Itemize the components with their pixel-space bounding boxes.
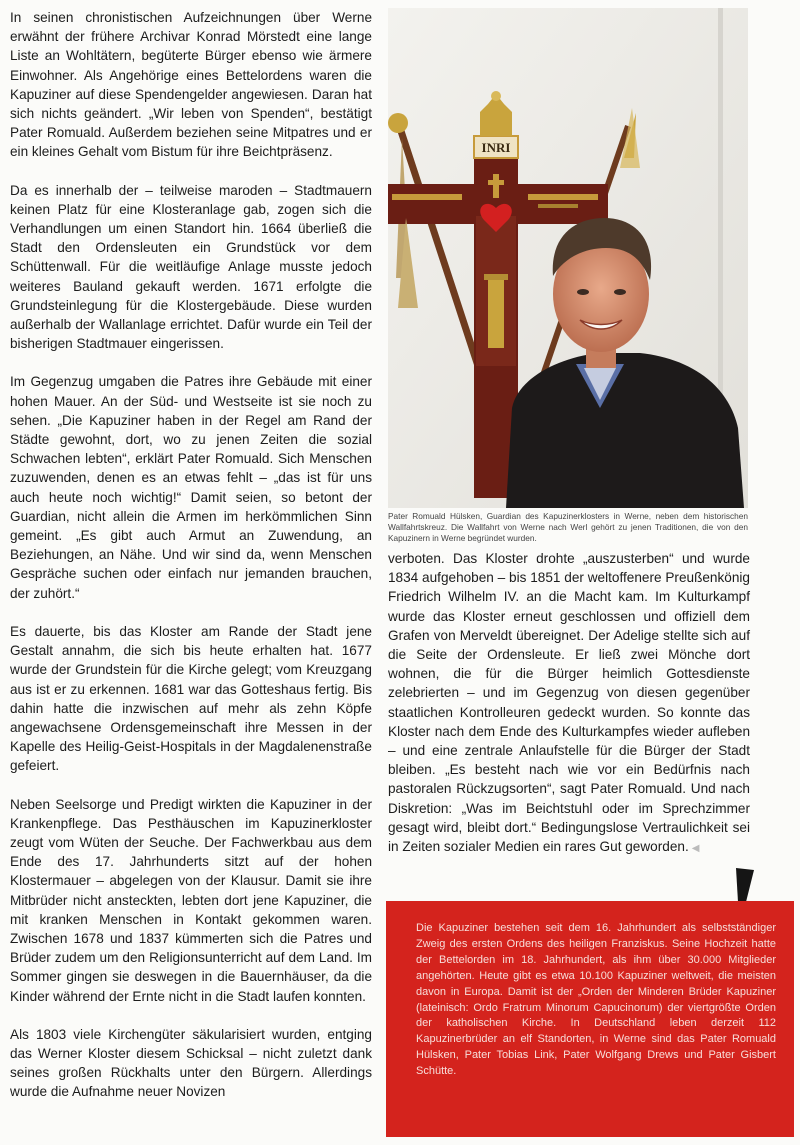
inri-plaque: INRI bbox=[481, 140, 511, 155]
article-paragraph: Im Gegenzug umgaben die Patres ihre Gebäude mit einer hohen Mauer. An der Süd- und Westseite ist sie noch zu sehen. „Die Kapuziner haben in der Regel am Rand der Städte gewohnt, dort, wo zu jenen Zeiten die sozial Schwachen lebten“, erklärt Pater Romuald. Sich Menschen zuzuwenden, denen es an etwas fehlt – „das ist für uns auch heute noch wichtig!“ Damit seien, so betont der Guardian, nicht allein die Armen im herkömmlichen Sinn gemeint. „Es gibt auch Armut an Zuwendung, an Beziehungen, an Nähe. Und wir sind da, wenn Menschen Gespräche suchen oder einfach nur jemanden brauchen, der zuhört.“ bbox=[10, 374, 372, 601]
article-right-column bbox=[388, 549, 750, 858]
article-paragraph: In seinen chronistischen Aufzeichnungen über Werne erwähnt der frühere Archivar Konrad Mörstedt eine lange Liste an Wohltätern, begüterte Bürger ebenso wie ärmere Einwohner. Als Angehörige eines Bettelordens waren die Kapuziner auf diese Spendengelder angewiesen. Daran hat sich nichts geändert. „Wir leben von Spenden“, bestätigt Pater Romuald. Außerdem beziehen seine Mitpatres und er ein kleines Gehalt vom Bistum für ihre Beichtpräsenz. bbox=[10, 10, 372, 160]
photo-caption: Pater Romuald Hülsken, Guardian des Kapuzinerklosters in Werne, neben dem historischen Wallfahrtskreuz. Die Wallfahrt von Werne nach Werl gehört zu jenen Traditionen, die von den Kapuzinern in Werne begründet wurden. bbox=[388, 511, 748, 543]
info-box bbox=[386, 901, 794, 1137]
end-marker-icon: ◀ bbox=[691, 843, 700, 855]
article-paragraph: Es dauerte, bis das Kloster am Rande der Stadt jene Gestalt annahm, die sich bis heute erhalten hat. 1677 wurde der Grundstein für die Kirche gelegt; vom Kreuzgang aus ist er zu erkennen. 1681 war das Gotteshaus fertig. Bis dahin hatte die inzwischen auf mehr als zehn Köpfe angewachsene Ordensgemeinschaft ihre Messen in der Kapelle des Heilig-Geist-Hospitals in der Magdalenenstraße gefeiert. bbox=[10, 623, 372, 774]
info-box-text: Die Kapuziner bestehen seit dem 16. Jahrhundert als selbstständiger Zweig des ersten Ordens des heiligen Franziskus. Seine Hochzeit hatte der Bettelorden im 18. Jahrhundert, als ihm über 30.000 Mitglieder angehörten. Heute gibt es etwa 10.100 Kapuziner weltweit, die meisten davon in Europa. Damit ist der „Orden der Minderen Brüder Kapuziner (lateinisch: Ordo Fratrum Minorum Capucinorum) der viertgrößte Orden der katholischen Kirche. In Deutschland leben derzeit 112 Kapuzinerbrüder an elf Standorten, in Werne sind das Pater Romuald Hülsken, Pater Tobias Link, Pater Wolfgang Drews und Pater Gisbert Schütte. bbox=[416, 922, 776, 1078]
article-paragraph: Da es innerhalb der – teilweise maroden – Stadtmauern keinen Platz für eine Klosteranlage gab, zogen sich die Verhandlungen um einen Standort hin. 1664 überließ die Stadt den Ordensleuten ein Grundstück vor dem Schüttenwall. Für die weitläufige Anlage musste jedoch weiteres Bauland gekauft werden. 1671 erfolgte die Grundsteinlegung für die Klostergebäude. Diese wurden außerhalb der Wallanlage errichtet. Dafür wurde ein Teil der bisherigen Stadtmauer eingerissen. bbox=[10, 182, 372, 352]
article-paragraph: Neben Seelsorge und Predigt wirkten die Kapuziner in der Krankenpflege. Das Pesthäuschen im Kapuzinerkloster zeugt vom Wüten der Seuche. Der Fachwerkbau aus dem Ende des 17. Jahrhunderts sitzt auf der hohen Klostermauer – abgelegen von der Klausur. Damit sie ihre Mitbrüder nicht ansteckten, lebten dort jene Kapuziner, die mit kranken Menschen in Kontakt gekommen waren. Zwischen 1678 und 1837 kümmerten sich die Patres und Brüder zudem um den Religionsunterricht auf dem Land. Im Sommer gingen sie deswegen in die Bauernhäuser, da die Kinder während der Ernte nicht in die Stadt laufen konnten. bbox=[10, 796, 372, 1004]
article-photo bbox=[388, 8, 748, 508]
article-left-column bbox=[10, 8, 372, 1121]
article-paragraph: verboten. Das Kloster drohte „auszusterben“ und wurde 1834 aufgehoben – bis 1851 der weltoffenere Preußenkönig Friedrich Wilhelm IV. an die Macht kam. Im Kulturkampf wurde das Kloster erneut geschlossen und offiziell dem Grafen von Merveldt übereignet. Der Adelige stellte sich auf die Seite der Ordensleute. Er ließ zwei Mönche dort wohnen, die für die Bürger heimlich Gottesdienste zelebrierten – und im Gegenzug von diesen gegenüber staatlichen Kontrolleuren gedeckt wurden. So konnte das Kloster nach dem Ende des Kulturkampfes wieder aufleben – und eine zentrale Anlaufstelle für die Bürger der Stadt bleiben. „Es besteht nach wie vor ein Bedürfnis nach pastoralen Rückzugsorten“, sagt Pater Romuald. Und nach Diskretion: „Was im Beichtstuhl oder im Sprechzimmer gesagt wird, bleibt dort.“ Bedingungslose Vertraulichkeit sei in Zeiten sozialer Medien ein rares Gut geworden. bbox=[388, 551, 750, 855]
article-paragraph: Als 1803 viele Kirchengüter säkularisiert wurden, entging das Werner Kloster diesem Schicksal – nicht zuletzt dank seines großen Rückhalts unter den Bürgern. Allerdings wurde die Aufnahme neuer Novizen bbox=[10, 1026, 372, 1100]
